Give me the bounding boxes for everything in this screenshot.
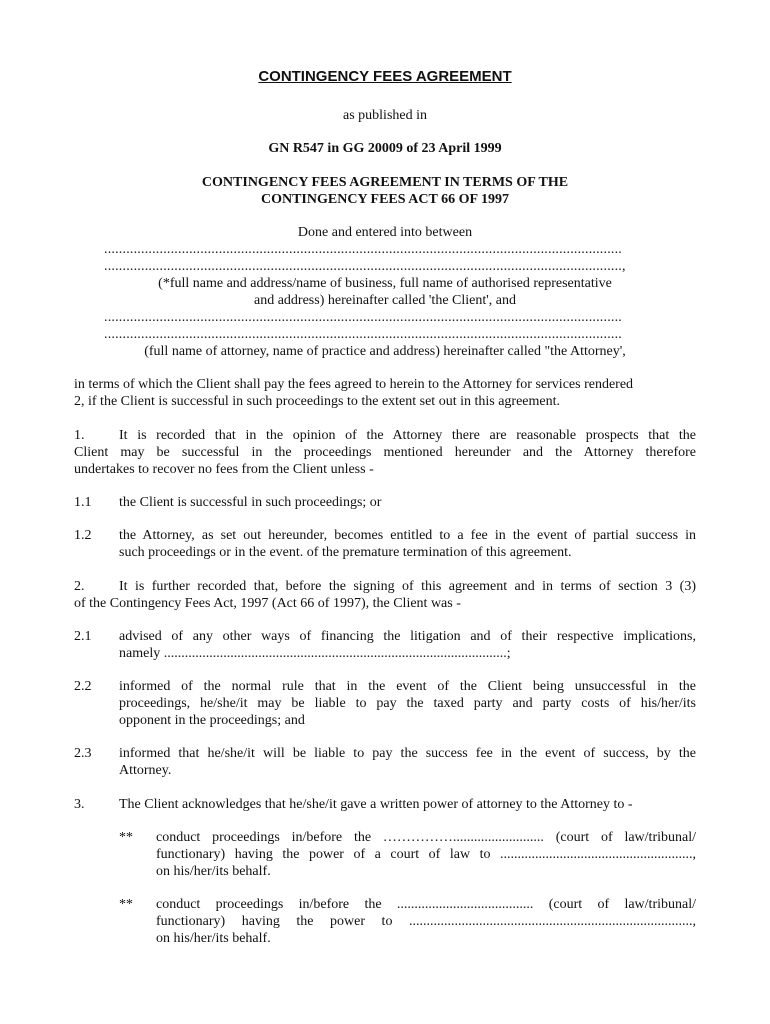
clause-1-line-1: It is recorded that in the opinion of the Attorney there are reasonable prospects that the (119, 428, 696, 443)
intro-line-1: in terms of which the Client shall pay the fees agreed to herein to the Attorney for services rendered (74, 377, 634, 392)
clause-1-2-line-2: such proceedings or in the event. of the premature termination of this agreement. (119, 545, 572, 560)
bullet-2-line-3: on his/her/its behalf. (156, 931, 271, 946)
clause-2-2-line-1: informed of the normal rule that in the event of the Client being unsuccessful in the (119, 679, 696, 694)
gazette-reference: GN R547 in GG 20009 of 23 April 1999 (268, 141, 502, 156)
client-blank-line-1: ............................................................................................................................................ (104, 242, 622, 257)
heading-line-1: CONTINGENCY FEES AGREEMENT IN TERMS OF THE (201, 175, 569, 190)
clause-1-line-2: Client may be successful in the proceedings mentioned hereunder and the Attorney therefore (74, 445, 696, 460)
client-blank-line-2: ............................................................................................................................................, (104, 259, 626, 274)
clause-2-1-line-1: advised of any other ways of financing the litigation and of their respective implications, (119, 629, 696, 644)
bullet-2-marker: ** (119, 897, 133, 912)
clause-1-1-text: the Client is successful in such proceedings; or (119, 495, 382, 510)
clause-3-number: 3. (74, 797, 85, 812)
bullet-1-line-3: on his/her/its behalf. (156, 864, 271, 879)
attorney-blank-line-1: ............................................................................................................................................ (104, 310, 622, 325)
subtitle: as published in (343, 108, 427, 123)
clause-2-3-line-1: informed that he/she/it will be liable to pay the success fee in the event of success, by the (119, 746, 696, 761)
client-note-line-2: and address) hereinafter called 'the Client', and (254, 293, 516, 308)
clause-2-number: 2. (74, 579, 85, 594)
document-title: CONTINGENCY FEES AGREEMENT (258, 68, 512, 85)
clause-2-2-number: 2.2 (74, 679, 92, 694)
clause-2-2-line-2: proceedings, he/she/it may be liable to pay the taxed party and party costs of his/her/its (119, 696, 696, 711)
clause-2-2-line-3: opponent in the proceedings; and (119, 713, 305, 728)
client-note-line-1: (*full name and address/name of business, full name of authorised representative (158, 276, 612, 291)
intro-line-2: 2, if the Client is successful in such proceedings to the extent set out in this agreement. (74, 394, 561, 409)
clause-1-number: 1. (74, 428, 85, 443)
clause-2-line-1: It is further recorded that, before the signing of this agreement and in terms of section 3 (3) (119, 579, 696, 594)
heading-line-2: CONTINGENCY FEES ACT 66 OF 1997 (260, 192, 509, 207)
clause-2-line-2: of the Contingency Fees Act, 1997 (Act 66 of 1997), the Client was - (74, 596, 461, 611)
clause-2-1-number: 2.1 (74, 629, 92, 644)
attorney-blank-line-2: ............................................................................................................................................ (104, 327, 622, 342)
bullet-1-marker: ** (119, 830, 133, 845)
clause-1-1-number: 1.1 (74, 495, 92, 510)
clause-2-1-line-2: namely ..................................................................................................; (119, 646, 511, 661)
bullet-1-line-1: conduct proceedings in/before the …………….......................... (court of law/tribunal/ (156, 830, 696, 845)
clause-1-2-number: 1.2 (74, 528, 92, 543)
bullet-2-line-1: conduct proceedings in/before the ....................................... (court of law/tribunal/ (156, 897, 696, 912)
bullet-1-line-2: functionary) having the power of a court of law to ......................................................., (156, 847, 696, 862)
clause-2-3-number: 2.3 (74, 746, 92, 761)
bullet-2-line-2: functionary) having the power to ................................................................................., (156, 914, 696, 929)
done-entered-text: Done and entered into between (297, 225, 473, 240)
attorney-note: (full name of attorney, name of practice and address) hereinafter called "the Attorney', (144, 344, 626, 359)
clause-1-line-3: undertakes to recover no fees from the Client unless - (74, 462, 374, 477)
clause-3-line-1: The Client acknowledges that he/she/it gave a written power of attorney to the Attorney to - (119, 797, 633, 812)
clause-1-2-line-1: the Attorney, as set out hereunder, becomes entitled to a fee in the event of partial success in (119, 528, 696, 543)
clause-2-3-line-2: Attorney. (119, 763, 172, 778)
